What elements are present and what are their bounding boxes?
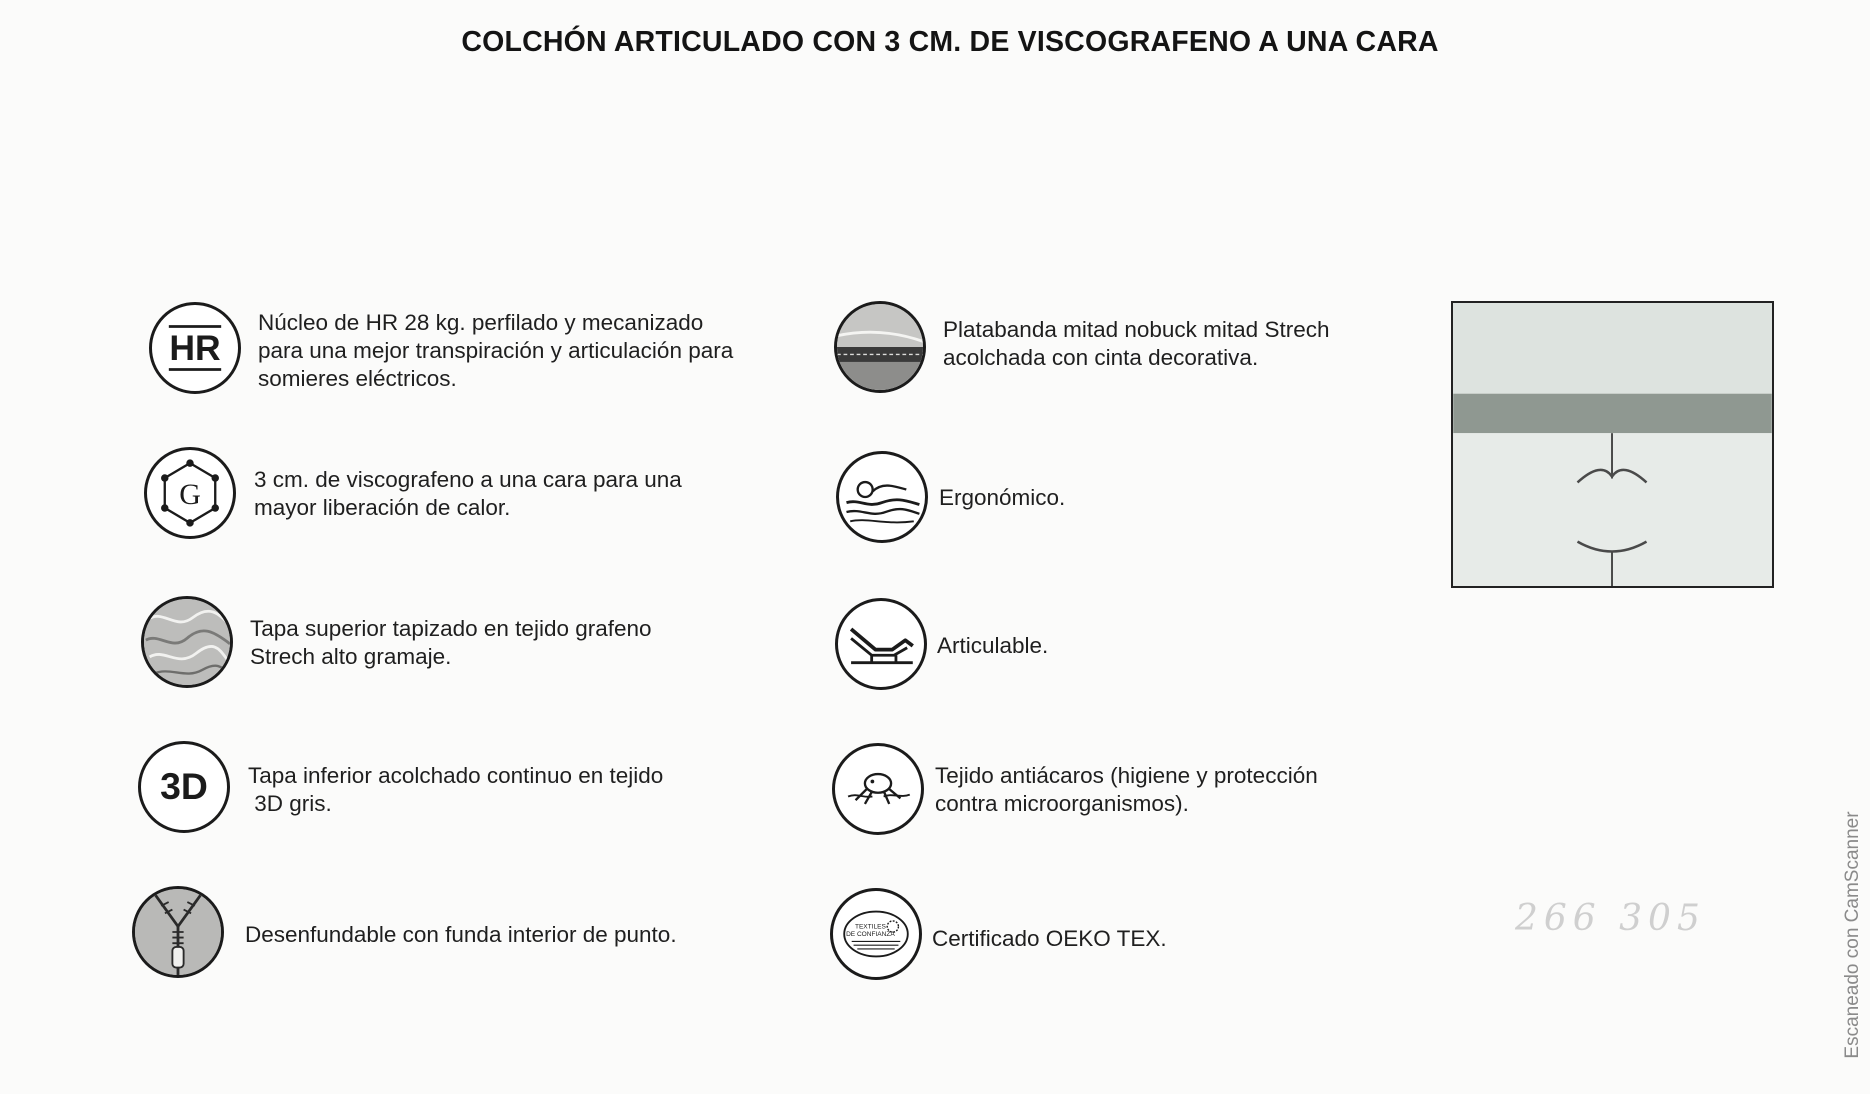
feature-line: contra microorganismos). [935, 791, 1189, 816]
articulated-bed-icon [835, 598, 927, 690]
mattress-photo [1451, 301, 1774, 588]
feature-line: 3 cm. de viscografeno a una cara para una [254, 467, 682, 492]
handwritten-note: 266 305 [1515, 898, 1706, 939]
feature-line: Articulable. [937, 633, 1049, 658]
hr-icon [149, 302, 241, 394]
oeko-tex-text: TEXTILES [854, 923, 886, 931]
3d-icon-label: 3D [160, 765, 208, 808]
scanner-watermark [1840, 780, 1866, 1090]
document-title: COLCHÓN ARTICULADO CON 3 CM. DE VISCOGRAFENO A UNA CARA [461, 26, 1439, 58]
feature-line: mayor liberación de calor. [254, 495, 511, 520]
feature-line: Tapa superior tapizado en tejido grafeno [250, 616, 652, 641]
dust-mite-icon [832, 743, 924, 835]
oeko-tex-icon [830, 888, 922, 980]
feature-line: Desenfundable con funda interior de punto. [245, 922, 677, 947]
feature-line: 3D gris. [248, 791, 332, 816]
oeko-tex-text: DE CONFIANZA [846, 930, 895, 938]
feature-line: Strech alto gramaje. [250, 644, 452, 669]
feature-line: para una mejor transpiración y articulación para [258, 338, 734, 363]
ergonomic-sleeper-icon [836, 451, 928, 543]
fabric-texture-icon [141, 596, 233, 688]
feature-line: Platabanda mitad nobuck mitad Strech [943, 317, 1330, 342]
feature-line: Tapa inferior acolchado continuo en tejido [248, 763, 664, 788]
feature-line: Certificado OEKO TEX. [932, 926, 1167, 951]
zipper-icon [132, 886, 224, 978]
hr-icon-label: HR [169, 328, 221, 369]
watermark-text: Escaneado con CamScanner [1842, 811, 1863, 1059]
feature-line: Tejido antiácaros (higiene y protección [935, 763, 1318, 788]
graphene-icon-label: G [179, 478, 201, 512]
feature-line: somieres eléctricos. [258, 366, 457, 391]
feature-line: Núcleo de HR 28 kg. perfilado y mecanizado [258, 310, 704, 335]
border-fabric-icon [834, 301, 926, 393]
graphene-icon [144, 447, 236, 539]
feature-line: Ergonómico. [939, 485, 1066, 510]
3d-icon [138, 741, 230, 833]
feature-line: acolchada con cinta decorativa. [943, 345, 1259, 370]
